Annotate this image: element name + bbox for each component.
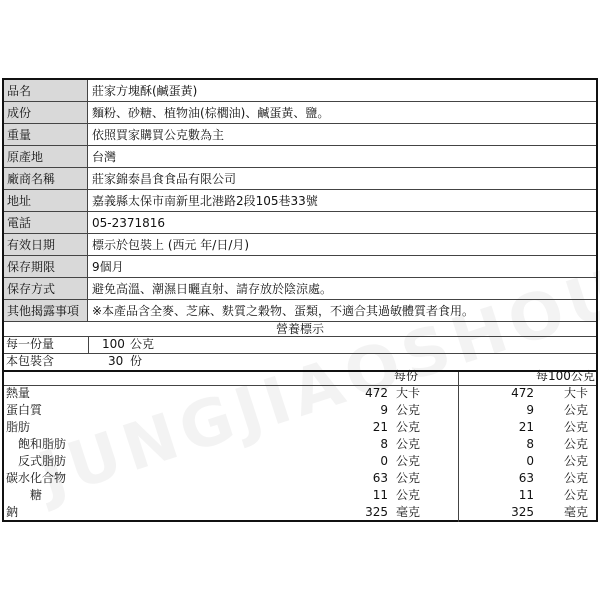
label-storage: 保存方式 bbox=[4, 278, 88, 299]
label-ingredients: 成份 bbox=[4, 102, 88, 123]
per-100g-value: 11 bbox=[518, 488, 534, 502]
per-serving-value: 325 bbox=[365, 505, 388, 519]
per-100g-value: 0 bbox=[526, 454, 534, 468]
per-serving-unit: 公克 bbox=[396, 471, 421, 485]
label-expiry-date: 有效日期 bbox=[4, 234, 88, 255]
row-disclosure bbox=[4, 300, 596, 322]
row-expiry-date bbox=[4, 234, 596, 256]
nutrient-name: 糖 bbox=[30, 488, 43, 502]
per-serving-unit: 公克 bbox=[396, 454, 421, 468]
label-manufacturer: 廠商名稱 bbox=[4, 168, 88, 189]
serving-size-value: 100 bbox=[102, 337, 125, 351]
nutrient-name: 飽和脂肪 bbox=[18, 437, 67, 451]
per-100g-unit: 大卡 bbox=[564, 386, 589, 400]
per-serving-value: 472 bbox=[365, 386, 388, 400]
per-100g-unit: 公克 bbox=[564, 454, 589, 468]
per-serving-unit: 公克 bbox=[396, 403, 421, 417]
label-shelf-life: 保存期限 bbox=[4, 256, 88, 277]
package-contains-label: 本包裝含 bbox=[6, 354, 55, 368]
per-serving-unit: 公克 bbox=[396, 488, 421, 502]
row-storage bbox=[4, 278, 596, 300]
label-address: 地址 bbox=[4, 190, 88, 211]
serving-size-unit: 公克 bbox=[130, 337, 155, 351]
nutrient-name: 鈉 bbox=[6, 505, 19, 519]
per-100g-value: 325 bbox=[511, 505, 534, 519]
per-100g-value: 63 bbox=[518, 471, 534, 485]
row-ingredients bbox=[4, 102, 596, 124]
per-100g-value: 9 bbox=[526, 403, 534, 417]
per-serving-value: 21 bbox=[372, 420, 388, 434]
serving-divider bbox=[88, 337, 89, 353]
value-phone: 05-2371816 bbox=[92, 215, 166, 230]
value-origin: 台灣 bbox=[92, 150, 117, 164]
per-serving-value: 63 bbox=[372, 471, 388, 485]
package-row-divider bbox=[4, 370, 596, 372]
serving-row-divider bbox=[4, 353, 596, 354]
serving-size-label: 每一份量 bbox=[6, 337, 55, 351]
per-100g-unit: 公克 bbox=[564, 403, 589, 417]
value-address: 嘉義縣太保市南新里北港路2段105巷33號 bbox=[92, 194, 318, 208]
package-contains-unit: 份 bbox=[130, 354, 143, 368]
value-expiry-date: 標示於包裝上 (西元 年/日/月) bbox=[92, 238, 250, 252]
nutrition-title: 營養標示 bbox=[275, 322, 324, 336]
value-disclosure: ※本產品含全麥、芝麻、麩質之穀物、蛋類，不適合其過敏體質者食用。 bbox=[92, 304, 475, 318]
per-serving-unit: 公克 bbox=[396, 437, 421, 451]
row-origin bbox=[4, 146, 596, 168]
row-manufacturer bbox=[4, 168, 596, 190]
value-name: 莊家方塊酥(鹹蛋黃) bbox=[92, 84, 198, 98]
row-phone bbox=[4, 212, 596, 234]
row-shelf-life bbox=[4, 256, 596, 278]
row-name bbox=[4, 80, 596, 102]
column-divider bbox=[458, 372, 459, 522]
value-shelf-life: 9個月 bbox=[92, 260, 124, 274]
nutrition-title-divider bbox=[4, 336, 596, 337]
nutrient-name: 碳水化合物 bbox=[6, 471, 67, 485]
per-serving-value: 0 bbox=[380, 454, 388, 468]
per-serving-unit: 毫克 bbox=[396, 505, 421, 519]
per-serving-value: 11 bbox=[372, 488, 388, 502]
nutrient-name: 反式脂肪 bbox=[18, 454, 67, 468]
nutrient-name: 脂肪 bbox=[6, 420, 31, 434]
label-phone: 電話 bbox=[4, 212, 88, 233]
col-per-serving-header: 每份 bbox=[394, 369, 419, 383]
per-100g-unit: 毫克 bbox=[564, 505, 589, 519]
per-serving-value: 9 bbox=[380, 403, 388, 417]
nutrient-name: 熱量 bbox=[6, 386, 31, 400]
per-100g-value: 472 bbox=[511, 386, 534, 400]
per-serving-unit: 大卡 bbox=[396, 386, 421, 400]
row-address bbox=[4, 190, 596, 212]
value-manufacturer: 莊家錦泰昌食食品有限公司 bbox=[92, 172, 237, 186]
row-weight bbox=[4, 124, 596, 146]
value-ingredients: 麵粉、砂糖、植物油(棕櫚油)、鹹蛋黃、鹽。 bbox=[92, 106, 330, 120]
per-serving-unit: 公克 bbox=[396, 420, 421, 434]
col-per-100g-header: 每100公克 bbox=[536, 369, 595, 383]
package-contains-value: 30 bbox=[108, 354, 124, 368]
per-100g-unit: 公克 bbox=[564, 488, 589, 502]
per-100g-unit: 公克 bbox=[564, 437, 589, 451]
per-100g-value: 8 bbox=[526, 437, 534, 451]
header-divider bbox=[4, 385, 596, 386]
label-origin: 原產地 bbox=[4, 146, 88, 167]
label-weight: 重量 bbox=[4, 124, 88, 145]
label-disclosure: 其他揭露事項 bbox=[4, 300, 88, 321]
per-100g-unit: 公克 bbox=[564, 420, 589, 434]
value-weight: 依照買家購買公克數為主 bbox=[92, 128, 225, 142]
nutrient-name: 蛋白質 bbox=[6, 403, 43, 417]
label-name: 品名 bbox=[4, 80, 88, 101]
per-100g-value: 21 bbox=[518, 420, 534, 434]
per-serving-value: 8 bbox=[380, 437, 388, 451]
product-info-table bbox=[2, 78, 598, 522]
value-storage: 避免高溫、潮濕日曬直射、請存放於陰涼處。 bbox=[92, 282, 333, 296]
per-100g-unit: 公克 bbox=[564, 471, 589, 485]
